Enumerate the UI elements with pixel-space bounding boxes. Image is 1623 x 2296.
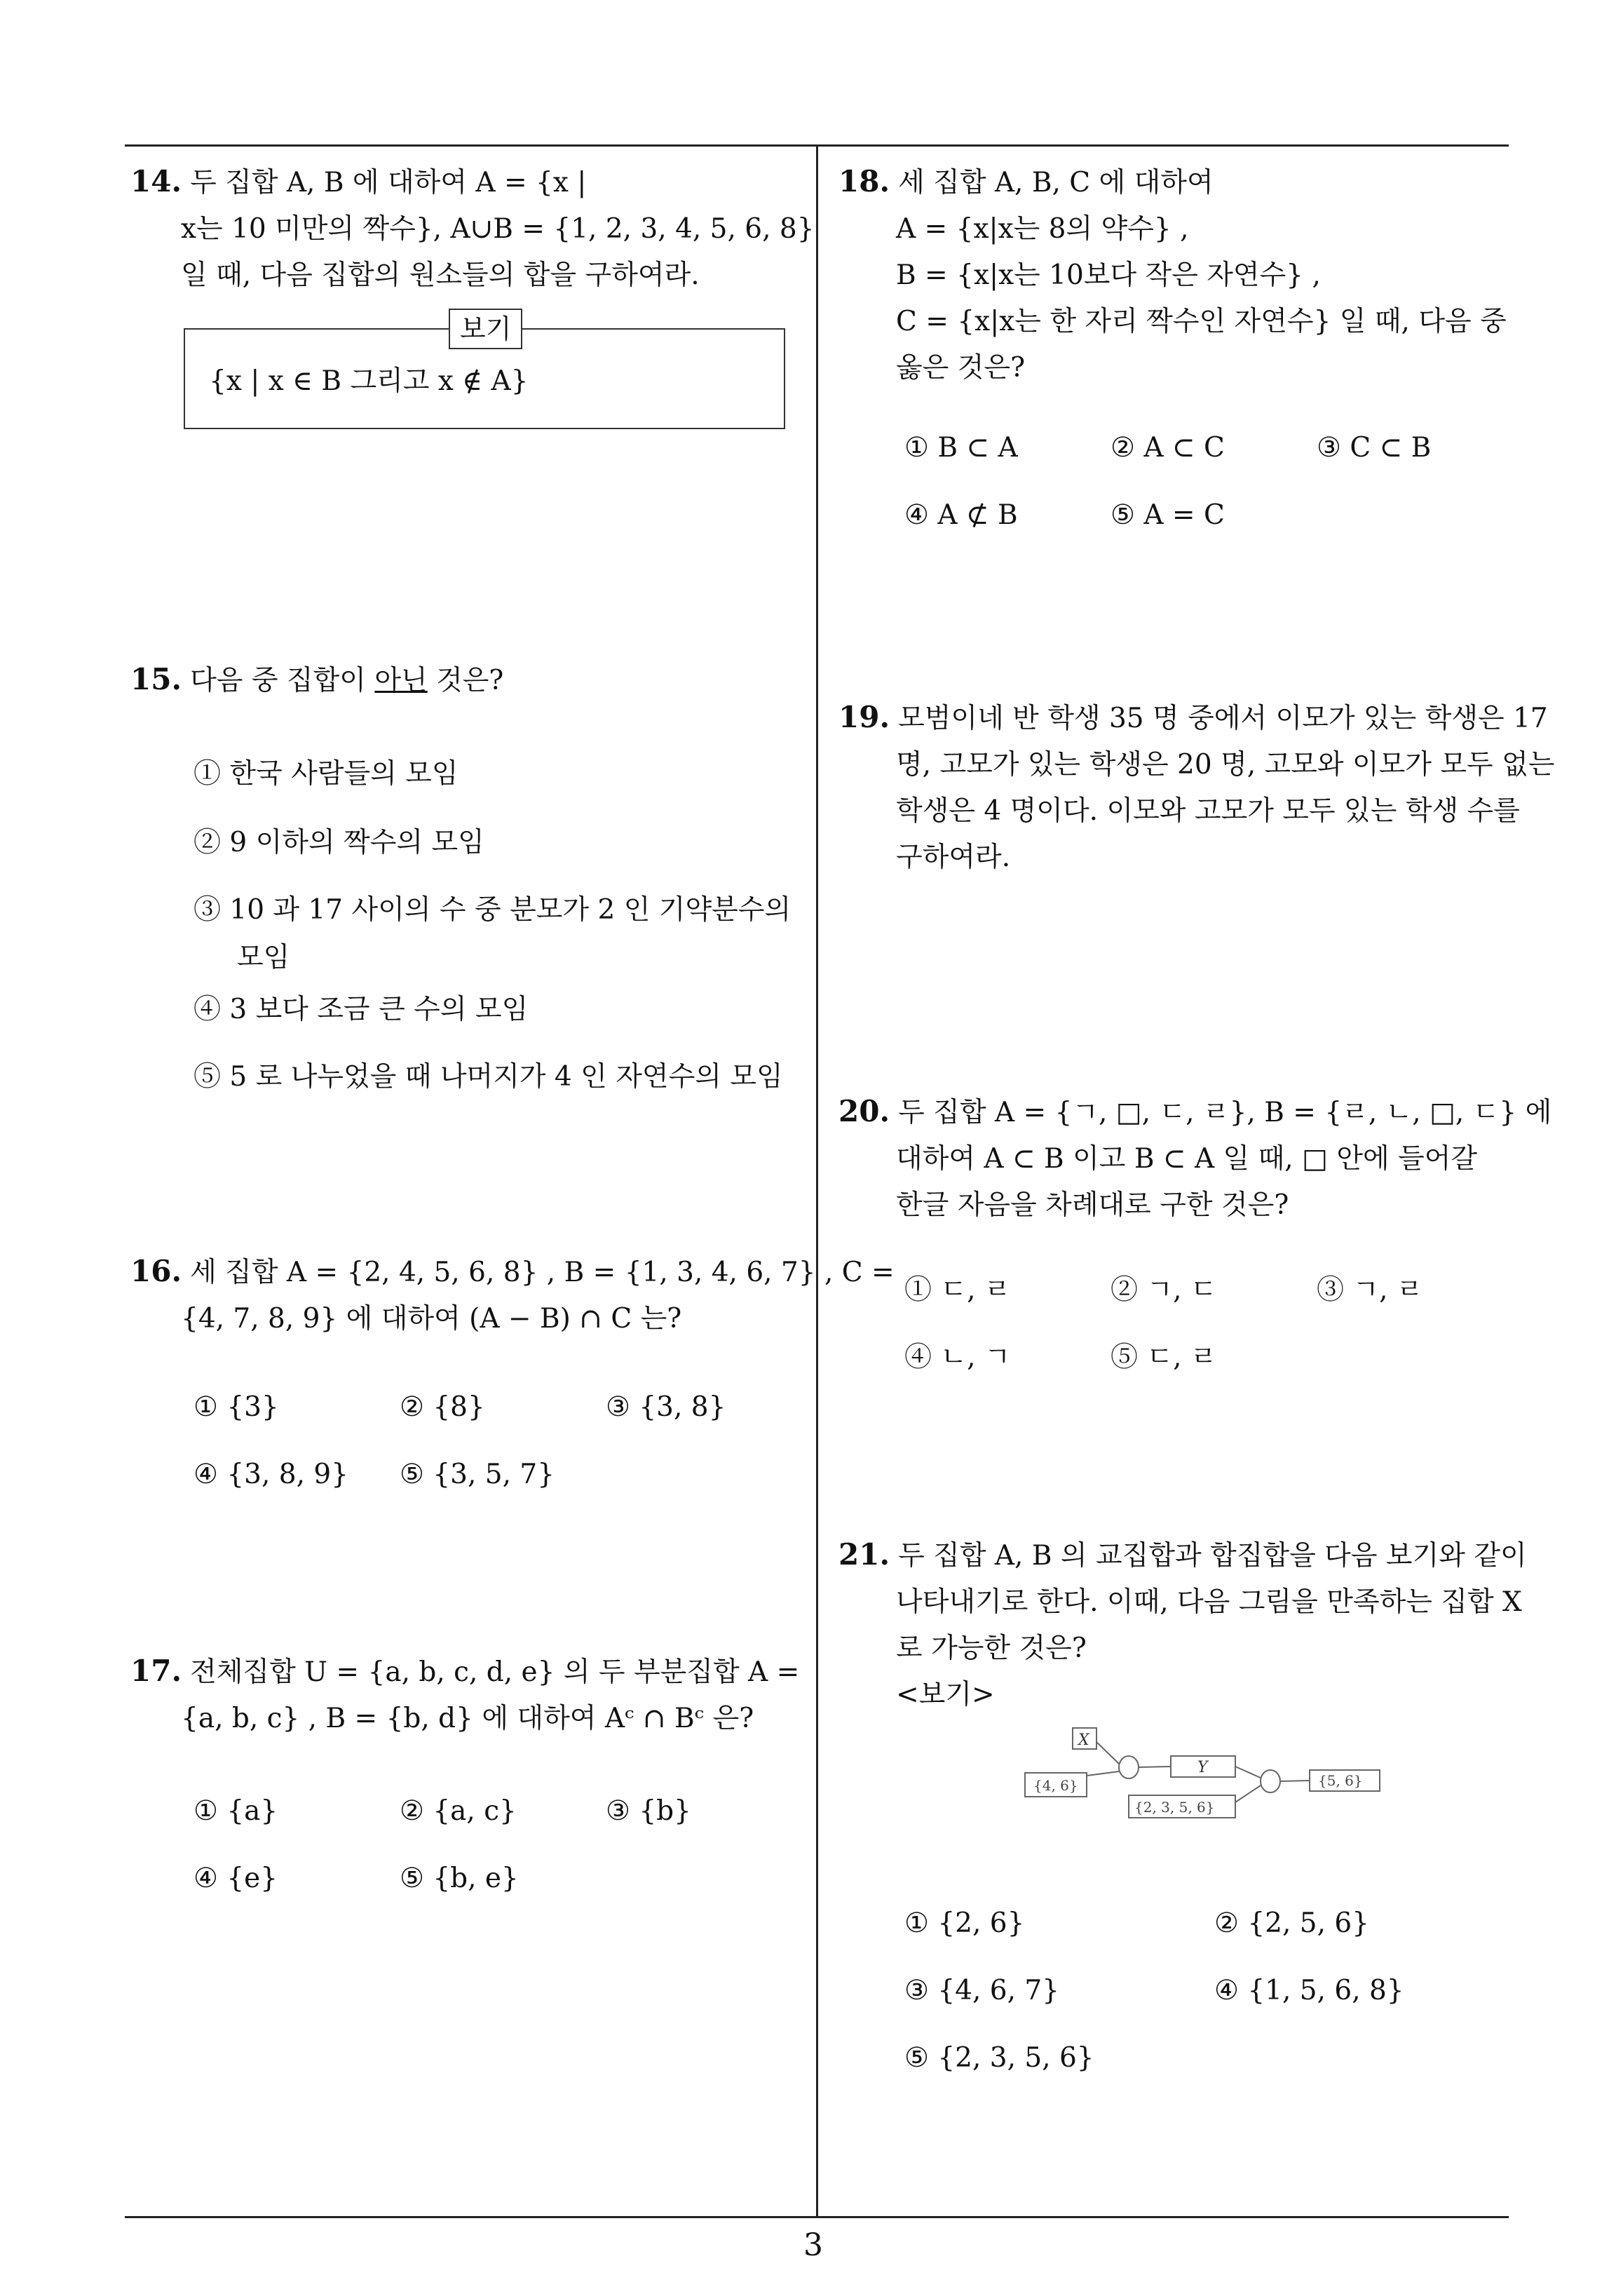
option-1[interactable]: ① 한국 사람들의 모임 — [193, 758, 459, 790]
option-5[interactable]: ⑤ {b, e} — [400, 1863, 519, 1894]
option-3[interactable]: ③ {3, 8} — [606, 1391, 726, 1423]
question-text: 것은? — [427, 665, 504, 696]
option-4[interactable]: ④ ㄴ, ㄱ — [904, 1342, 1011, 1373]
question-text-line: {4, 7, 8, 9} 에 대하여 (A − B) ∩ C 는? — [181, 1303, 682, 1335]
diagram-x-label: X — [1078, 1731, 1089, 1749]
diagram-right-set: {5, 6} — [1318, 1772, 1363, 1789]
question-number: 14. — [130, 164, 182, 198]
question-text-line: 나타내기로 한다. 이때, 다음 그림을 만족하는 집합 X — [896, 1586, 1522, 1618]
question-number: 15. — [130, 662, 182, 696]
question-text-line: 구하여라. — [896, 842, 1011, 873]
option-4[interactable]: ④ A ⊄ B — [904, 499, 1018, 531]
option-1[interactable]: ① {3} — [193, 1391, 279, 1423]
option-2[interactable]: ② {a, c} — [400, 1795, 517, 1827]
question-text-line: C = {x|x는 한 자리 짝수인 자연수} 일 때, 다음 중 — [896, 306, 1507, 337]
question-text-line: 두 집합 A, B 의 교집합과 합집합을 다음 보기와 같이 — [898, 1540, 1527, 1572]
option-1[interactable]: ① B ⊂ A — [904, 432, 1018, 464]
option-1[interactable]: ① {2, 6} — [904, 1907, 1025, 1939]
option-3[interactable]: ③ 10 과 17 사이의 수 중 분모가 2 인 기약분수의 — [193, 894, 792, 926]
question-19 — [838, 694, 1555, 881]
question-14 — [130, 158, 815, 299]
bottom-rule — [125, 2216, 1509, 2218]
question-number: 17. — [130, 1654, 182, 1688]
question-number: 16. — [130, 1254, 182, 1288]
question-text-line: 모범이네 반 학생 35 명 중에서 이모가 있는 학생은 17 — [898, 703, 1548, 734]
question-text-line: 전체집합 U = {a, b, c, d, e} 의 두 부분집합 A = — [190, 1656, 800, 1688]
question-text-line: 두 집합 A = {ㄱ, □, ㄷ, ㄹ}, B = {ㄹ, ㄴ, □, ㄷ} 에 — [898, 1097, 1552, 1128]
question-text: 다음 중 집합이 — [190, 665, 375, 696]
option-2[interactable]: ② {8} — [400, 1391, 485, 1423]
question-16 — [130, 1248, 895, 1342]
option-1[interactable]: ① ㄷ, ㄹ — [904, 1274, 1011, 1306]
question-text-line: 대하여 A ⊂ B 이고 B ⊂ A 일 때, □ 안에 들어갈 — [896, 1143, 1478, 1175]
option-5[interactable]: ⑤ ㄷ, ㄹ — [1111, 1342, 1217, 1373]
example-box-content: {x | x ∈ B 그리고 x ∉ A} — [209, 365, 529, 397]
question-text-line: 세 집합 A, B, C 에 대하여 — [898, 167, 1214, 198]
option-4[interactable]: ④ {3, 8, 9} — [193, 1459, 349, 1490]
question-20 — [838, 1088, 1552, 1229]
question-text-line: A = {x|x는 8의 약수} , — [896, 213, 1189, 245]
option-5[interactable]: ⑤ {3, 5, 7} — [400, 1459, 555, 1490]
underlined-word: 아닌 — [374, 665, 428, 696]
option-2[interactable]: ② 9 이하의 짝수의 모임 — [193, 827, 484, 858]
question-text-line: 로 가능한 것은? — [896, 1633, 1087, 1664]
question-18 — [838, 158, 1512, 391]
option-5[interactable]: ⑤ A = C — [1111, 499, 1225, 531]
question-text-line: {a, b, c} , B = {b, d} 에 대하여 Aᶜ ∩ Bᶜ 은? — [181, 1703, 754, 1734]
set-operation-diagram — [1024, 1725, 1388, 1823]
question-17 — [130, 1648, 803, 1742]
question-text-line: B = {x|x는 10보다 작은 자연수} , — [896, 259, 1321, 291]
diagram-intersection-node — [1119, 1756, 1139, 1778]
option-4[interactable]: ④ {1, 5, 6, 8} — [1214, 1975, 1404, 2006]
question-text-line: 두 집합 A, B 에 대하여 A = {x | — [190, 167, 587, 198]
question-text-line: 학생은 4 명이다. 이모와 고모가 모두 있는 학생 수를 — [896, 795, 1520, 827]
diagram-left-set: {4, 6} — [1033, 1777, 1078, 1794]
diagram-union-node — [1261, 1770, 1280, 1792]
option-3[interactable]: ③ C ⊂ B — [1317, 432, 1432, 464]
example-box-label: 보기 — [449, 309, 522, 349]
option-2[interactable]: ② A ⊂ C — [1111, 432, 1225, 464]
question-text-line: 옳은 것은? — [896, 352, 1026, 384]
question-21 — [838, 1532, 1527, 1718]
question-number: 20. — [838, 1094, 890, 1128]
option-2[interactable]: ② {2, 5, 6} — [1214, 1907, 1370, 1939]
question-15 — [130, 656, 803, 704]
option-1[interactable]: ① {a} — [193, 1795, 278, 1827]
question-text-line: 명, 고모가 있는 학생은 20 명, 고모와 이모가 모두 없는 — [896, 749, 1555, 781]
diagram-bottom-set: {2, 3, 5, 6} — [1134, 1799, 1215, 1816]
option-3[interactable]: ③ ㄱ, ㄹ — [1317, 1274, 1423, 1306]
option-5[interactable]: ⑤ {2, 3, 5, 6} — [904, 2042, 1094, 2074]
option-4[interactable]: ④ 3 보다 조금 큰 수의 모임 — [193, 994, 529, 1025]
question-text-line: <보기> — [896, 1679, 995, 1710]
page-number: 3 — [803, 2227, 823, 2263]
diagram-y-label: Y — [1197, 1759, 1208, 1776]
question-text-line: 세 집합 A = {2, 4, 5, 6, 8} , B = {1, 3, 4, 6, 7} , C = — [190, 1257, 895, 1288]
question-number: 18. — [838, 164, 890, 198]
option-5[interactable]: ⑤ 5 로 나누었을 때 나머지가 4 인 자연수의 모임 — [193, 1061, 783, 1093]
option-3[interactable]: ③ {b} — [606, 1795, 691, 1827]
question-text-line: x는 10 미만의 짝수}, A∪B = {1, 2, 3, 4, 5, 6, 8} — [181, 213, 815, 245]
option-2[interactable]: ② ㄱ, ㄷ — [1111, 1274, 1217, 1306]
question-number: 19. — [838, 700, 890, 734]
option-4[interactable]: ④ {e} — [193, 1863, 278, 1894]
option-3[interactable]: ③ {4, 6, 7} — [904, 1975, 1060, 2006]
column-divider — [816, 144, 818, 2217]
question-text-line: 한글 자음을 차례대로 구한 것은? — [896, 1189, 1289, 1221]
question-number: 21. — [838, 1537, 890, 1572]
question-text-line: 일 때, 다음 집합의 원소들의 합을 구하여라. — [181, 259, 700, 291]
option-3-continuation: 모임 — [237, 942, 290, 973]
